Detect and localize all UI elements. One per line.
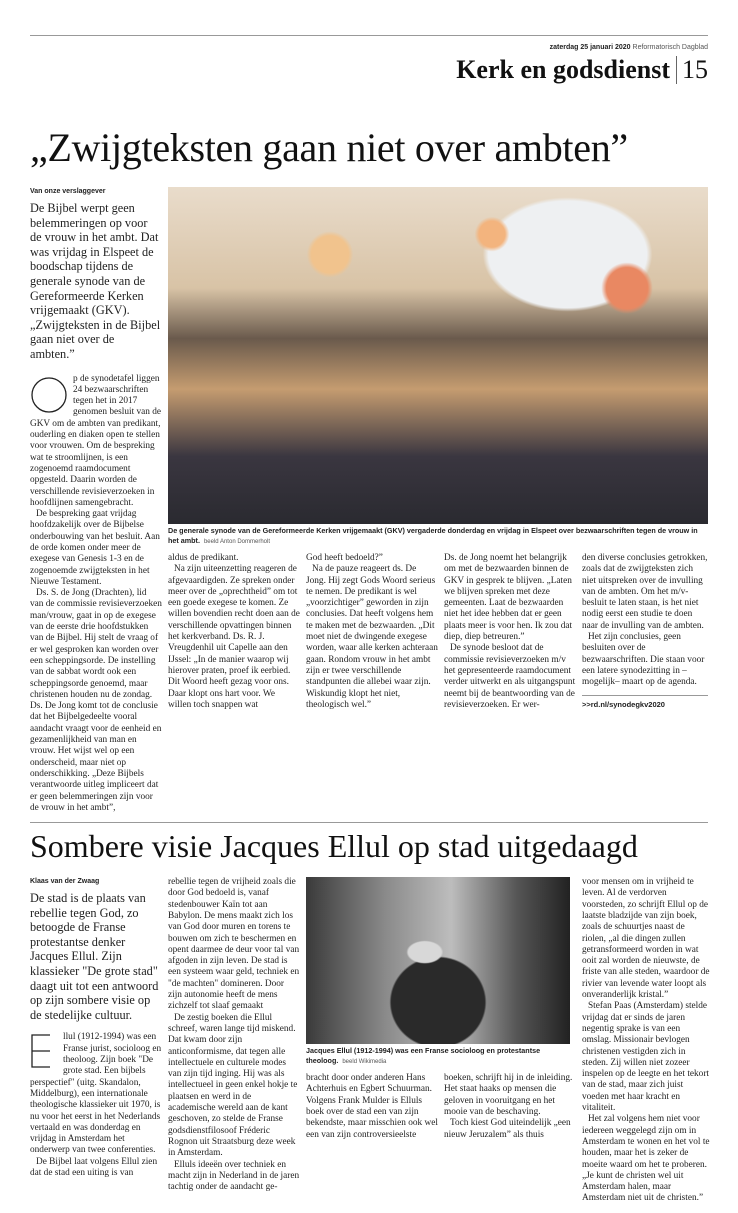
article-link[interactable]: >>rd.nl/synodegkv2020 xyxy=(582,695,708,710)
date: zaterdag 25 januari 2020 xyxy=(549,44,631,51)
paragraph: voor mensen om in vrijheid te leven. Al de verdorven voorsteden, zo schrijft Ellul op de laatste bladzijde van zijn boek, zoals de schuurtjes naast de riolen, „al die dingen zullen getransformeerd worden in wat ooit zal worden de nieuwste, de friste van alle steden, waardoor de rivier van levende water loopt als onveranderlijk kristal.” xyxy=(582,877,710,1001)
paragraph: rebellie tegen de vrijheid zoals die door God bedoeld is, vanaf stedenbouwer Kaïn tot aan Babylon. De mens maakt zich los van God door muren en torens te bouwen om zich te beschermen en opent daarmee de deur voor tal van afgoden in zijn leven. De stad is een systeem waar geld, techniek en "de machten" domineren. Door zijn autonomie heeft de mens zichzelf tot slaaf gemaakt xyxy=(168,877,300,1012)
article1-right-area xyxy=(168,187,708,814)
paragraph: Stefan Paas (Amsterdam) stelde vrijdag dat er sinds de jaren negentig sprake is van een omslag. Missionair bevlogen christenen vestigden zich in steden. Zij willen niet zozeer inspelen op de leegte en het tekort van de stad, maar zich juist voeden met haar kracht en vitaliteit. xyxy=(582,1001,710,1114)
page-number: 15 xyxy=(682,55,708,84)
article1-col1 xyxy=(30,374,162,815)
article2-col1 xyxy=(30,1032,162,1179)
article2-col3 xyxy=(306,1073,438,1141)
article1-headline: „Zwijgteksten gaan niet over ambten” xyxy=(30,125,628,170)
paragraph: Elluls ideeën over techniek en macht zijn in Nederland in de jaren tachtig onder de aandacht ge- xyxy=(168,1159,300,1193)
article2-headline: Sombere visie Jacques Ellul op stad uitgedaagd xyxy=(30,828,638,865)
article1-col4 xyxy=(444,553,576,711)
paragraph: De synode besloot dat de commissie revisieverzoeken m/v het gepresenteerde raamdocument verder uitwerkt en als uitgangspunt neemt bij de beantwoording van de revisieverzoeken. Er wer- xyxy=(444,643,576,710)
paragraph: Het zijn conclusies, geen besluiten over de bezwaarschriften. Die staan voor een latere synodezitting in –mogelijk– maart op de agenda. xyxy=(582,632,705,688)
article2-middle-columns xyxy=(306,1073,576,1141)
article1-columns xyxy=(168,553,708,711)
paragraph: den diverse conclusies getrokken, zoals dat de zwijgteksten zich niet uitspreken over de invulling van de ambten. Om het m/v-besluit te laten staan, is het niet nodig eerst een studie te doen naar de invulling van de ambten. xyxy=(582,553,708,631)
paragraph: bracht door onder anderen Hans Achterhuis en Egbert Schuurman. Volgens Frank Mulder is Elluls boek over de stad een van zijn bekendste, maar misschien ook wel een van zijn controversieelste xyxy=(306,1073,438,1140)
photo-credit: beeld Wikimedia xyxy=(342,1059,387,1066)
paragraph: Ds. de Jong noemt het belangrijk om met de bezwaarden binnen de GKV in gesprek te blijven. „Laten we blijven spreken met deze gemeenten. Laat de bezwaarden niet het idee hebben dat er geen plaats meer is voor hen. Ik zou dat diep, diep betreuren.” xyxy=(444,553,573,643)
article1-col3 xyxy=(306,553,438,711)
dateline xyxy=(30,44,708,51)
article2-intro: De stad is de plaats van rebellie tegen God, zo betoogde de Franse protestantse denker Jacques Ellul. Zijn klassieker "De grote stad" daagt uit tot een antwoord op zijn sombere visie op de stedelijke cultuur. xyxy=(30,891,159,1022)
caption-text: De generale synode van de Gereformeerde Kerken vrijgemaakt (GKV) vergaderde donderdag en vrijdag in Elspeet over bezwaarschriften tegen de vrouw in het ambt. xyxy=(168,526,698,545)
caption-text: Jacques Ellul (1912-1994) was een Franse socioloog en protestantse theoloog. xyxy=(306,1046,541,1066)
divider xyxy=(676,56,677,84)
paragraph: God heeft bedoeld?” xyxy=(306,553,383,563)
ellul-photo xyxy=(306,877,570,1044)
section-header xyxy=(30,55,708,85)
article1-col2 xyxy=(168,553,300,711)
paragraph: Ds. S. de Jong (Drachten), lid van de commissie revisieverzoeken man/vrouw, gaat in op de exegese van de eerste drie hoofdstukken van de Bijbel. Hij stelt de vraag of er wel gesproken kan worden over een scheppingsorde. De instelling van de sabbat wordt ook een scheppingsorde genoemd, maar christenen houden nu de zondag. Ds. De Jong komt tot de conclusie dat het Bijbelgedeelte vooral aandacht vraagt voor de eenheid en gezamenlijkheid van man en vrouw. Het wijst wel op een onderscheid, maar niet op onderschikking. „Deze Bijbels verantwoorde uitleg impliceert dat er geen belemmeringen zijn voor de vrouw in het ambt”, xyxy=(30,588,162,813)
article2-left-column xyxy=(30,877,162,1205)
photo-credit: beeld Anton Dommerholt xyxy=(203,539,270,545)
paper-name: Reformatorisch Dagblad xyxy=(632,44,708,51)
article1-intro: De Bijbel werpt geen belemmeringen op voor de vrouw in het ambt. Dat was vrijdag in Elspeet de boodschap tijdens de generale synode van de Gereformeerde Kerken vrijgemaakt (GKV). „Zwijgteksten in de Bijbel gaan niet over de ambten.” xyxy=(30,201,161,361)
paragraph: De Bijbel laat volgens Ellul zien dat de stad een uiting is van xyxy=(30,1156,158,1179)
article2-middle-area xyxy=(306,877,576,1205)
article1-col5 xyxy=(582,553,708,711)
article2 xyxy=(30,877,708,1205)
paragraph: De zestig boeken die Ellul schreef, waren lange tijd miskend. Dat kwam door zijn anticonformisme, dat tegen alle intellectuele en culturele modes van zijn tijd inging. Hij was als intellectueel in geen enkel hokje te plaatsen en werd in de academische wereld aan de kant geschoven, zo stelde de Franse godsdienstfilosoof Fréderic Rognon uit Straatsburg deze week in Amsterdam. xyxy=(168,1012,298,1159)
paragraph: De bespreking gaat vrijdag hoofdzakelijk over de Bijbelse onderbouwing van het besluit. Aan de orde komen onder meer de exegese van Genesis 1-3 en de zogenoemde zwijgteksten in het Nieuwe Testament. xyxy=(30,509,160,587)
article-divider xyxy=(30,822,708,823)
article1-left-column xyxy=(30,187,162,814)
page-header xyxy=(30,0,708,85)
dropcap-o xyxy=(30,376,68,414)
article2-col5 xyxy=(582,877,710,1205)
article1 xyxy=(30,187,708,814)
dropcap-e xyxy=(30,1034,58,1068)
article2-caption xyxy=(306,1046,570,1067)
paragraph: Na zijn uiteenzetting reageren de afgevaardigden. Ze spreken onder meer over de „oprechtheid” om tot een goede exegese te komen. Ze willen bovendien recht doen aan de verschillende opvattingen binnen het kerkverband. Ds. R. J. Vreugdenhil uit Capelle aan den IJssel: „In de manier waarop wij hierover praten, proef ik eerbied. Dit Woord heeft gezag voor ons. Daar klopt ons hart voor. We willen toch snappen wat xyxy=(168,564,300,710)
paragraph: llul (1912-1994) was een Franse jurist, socioloog en theoloog. Zijn boek "De grote stad. Een bijbels perspectief" (uitg. Skandalon, Middelburg), een internationale theologische klassieker uit 1970, is nu voor het eerst in het Nederlands vertaald en was donderdag en vrijdag in Amsterdam het onderwerp van twee conferenties. xyxy=(30,1032,162,1156)
synod-photo xyxy=(168,187,708,524)
paragraph: aldus de predikant. xyxy=(168,553,239,563)
paragraph: p de synodetafel liggen 24 bezwaarschriften tegen het in 2017 genomen besluit van de GKV om de ambten van predikant, ouderling en diaken open te stellen voor vrouwen. Om de bespreking wat te stroomlijnen, is een zogenoemd raamdocument opgesteld. Daarin worden de verschillende revisieverzoeken in hoofdlijnen samengebracht. xyxy=(30,373,162,508)
paragraph: boeken, schrijft hij in de inleiding. Het staat haaks op mensen die geloven in vooruitgang en het mooie van de beschaving. xyxy=(444,1073,573,1117)
section-title: Kerk en godsdienst xyxy=(456,55,670,84)
article2-col2 xyxy=(168,877,300,1205)
paragraph: Het zal volgens hem niet voor iedereen weggelegd zijn om in Amsterdam te wonen en het vol te houden, maar het is zeker de moeite waard om het te proberen. „Je kunt de christen wel uit Amsterdam halen, maar Amsterdam niet uit de christen.” xyxy=(582,1114,710,1204)
article2-byline: Klaas van der Zwaag xyxy=(30,878,100,886)
article1-caption xyxy=(168,526,708,547)
article1-byline: Van onze verslaggever xyxy=(30,188,106,195)
paragraph: Na de pauze reageert ds. De Jong. Hij zegt Gods Woord serieus te nemen. De predikant is wel „voorzichtiger” geworden in zijn conclusies. Dat heeft volgens hem te maken met de bezwaarden. „Dit moet niet de dwingende exegese worden, waar alle kerken achteraan gaan. Rondom vrouw in het ambt zijn er twee verschillende standpunten die allebei waar zijn. Wiskundig klopt het niet, theologisch wel.” xyxy=(306,564,438,710)
paragraph: Toch kiest God uiteindelijk „een nieuw Jeruzalem” als thuis xyxy=(444,1118,571,1140)
article2-col4 xyxy=(444,1073,576,1141)
top-rule xyxy=(30,35,708,36)
